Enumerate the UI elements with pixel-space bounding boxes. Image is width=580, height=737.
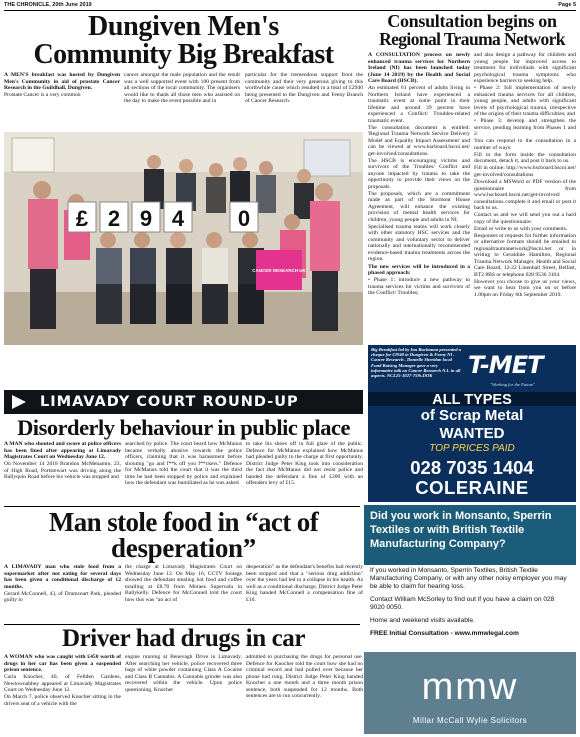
- consultation-para: • Phase 1: introduce a new pathway to trauma services for victims and survivors of the Conflict/ Troubles;: [368, 277, 470, 297]
- dungiven-col-3: particular for the tremendous support front the community and their very generous giving to this worthwhile cause which resulted in a total of £2940 being presented to the Dungiven and Feeny Branch of Cancer Research.: [245, 72, 363, 104]
- disorderly-para: On November 14 2018 Brandon McMenamin, 23, of High Road, Portstewart was driving along the Ballyquin Road before his vehicle was stopped and: [4, 461, 121, 481]
- consultation-para: An estimated 61 percent of adults living in Northern Ireland have experienced a traumatic event at some point in their lifetime and around 39 percent have experienced a Conflict/ Troubles-related traumatic event.: [368, 85, 470, 124]
- drugs-col-3: admitted to purchasing the drugs for personal use. Defence for Knocher told the court how she had no criminal record and had pulled over because her phone had rung. District Judge Peter King handed Knocher a one month and a three month prison sentence, both suspended for 12 months. Both sentences are to run concurrently.: [246, 654, 363, 699]
- food-headline-1: Man stole food in “act of: [48, 507, 319, 537]
- consultation-col-2: [474, 52, 576, 344]
- consultation-para: The consultation document is entitled: 'Regional Trauma Network Service Delivery Model and Equality Impact Assessment' and can be viewed at www.hscboard.hscni.net/ get-involved/consultations.: [368, 124, 470, 157]
- page-number: Page 5: [558, 2, 576, 8]
- dungiven-col-1: [4, 72, 120, 132]
- monsanto-headline: Did you work in Monsanto, Sperrin Textiles or with British Textile Manufacturing Company?: [364, 505, 576, 565]
- tmet-tagline: "Working for the Future": [490, 382, 536, 387]
- tmet-scrap-metal: of Scrap Metal: [420, 407, 524, 424]
- arrow-icon: [12, 395, 26, 409]
- disorderly-col-1: [4, 441, 121, 504]
- tmet-logo-text: T-MET: [468, 351, 543, 379]
- drugs-col-2: engine running at Benevagh Drive in Limavady. After searching her vehicle, police recovered three bags of white powder containing Class A Cocaine and Class B Cannabis. A Cannabis grinder was also recovered within the vehicle. Upon police questioning, Knocher: [125, 654, 242, 693]
- tmet-phone[interactable]: 028 7035 1404: [410, 457, 534, 478]
- drugs-lead: A WOMAN who was caught with £450 worth of drugs in her car has been given a suspended prison sentence.: [4, 654, 121, 673]
- cheque-digit: 4: [171, 206, 185, 231]
- food-col-3: desperation" as the defendant's benefits had recently been stopped and that a "serious drug addiction" over the years had led to a collapse in his health. As well as a conditional discharge, District Judge Peter King handed McConnell a compensation fine of £10.: [246, 564, 363, 603]
- cancer-research-banner-text: CANCER RESEARCH UK: [252, 268, 306, 273]
- tmet-logo: [464, 351, 572, 389]
- consultation-para: The HSCB is encouraging victims and survivors of the Troubles/ Conflict and anyone impacted by trauma to take the opportunity to provide their views on the proposals.: [368, 157, 470, 190]
- food-headline-2: desperation”: [111, 533, 256, 563]
- consultation-para: Fill in online: http://www.hscboard.hscni.net/ get-involved/consultations: [474, 165, 576, 178]
- mmw-logo: mmw: [421, 666, 519, 708]
- consultation-para: Contact us and we will send you out a hard copy of the questionnaire.: [474, 212, 576, 225]
- consultation-lead: A CONSULTATION process on newly enhanced trauma services for Northern Ireland (NI) has been launched today (June 14 2019) by the Health and Social Care Board (HSCB).: [368, 52, 470, 84]
- consultation-para: Download a MSWord or PDF version of the questionnaire from www.hscboard.hscni.net/get-involved/ consultations complete it and email or post it back to us.: [474, 179, 576, 212]
- tmet-top-prices: TOP PRICES PAID: [429, 443, 515, 454]
- disorderly-lead: A MAN who shouted and swore at police officers has been fined after appearing at Limavady Magistrates Court on Wednesday June 12.: [4, 441, 121, 460]
- tmet-all-types: ALL TYPES: [432, 392, 512, 408]
- dungiven-col-2: cancer amongst the male population and the result was a well supported event with 100 present from all sections of the local community. The organisers would like to thank all those men who assisted on the day to make the event possible and in: [124, 72, 240, 104]
- consultation-para: The proposals, which are a commitment made as part of the Stormont House Agreement, will enhance the existing provision of mental health services for children, young people and adults in NI.: [368, 190, 470, 223]
- dungiven-headline-1: Dungiven Men's: [87, 11, 280, 42]
- consultation-para: Responses or requests for further information or alternative formats should be emailed to regionaltraumanetwork@hscni.net or in writing to Geraldine Hamilton, Regional Trauma Network Manager, Health and Social Care Board, 12-22 Linenhall Street, Belfast, BT2 8BS or telephone 028 9536 3104.: [474, 232, 576, 278]
- cheque-digit: £: [75, 206, 89, 231]
- consultation-para: Specialised trauma teams will work closely with other statutory HSC services and the community and voluntary sector to deliver nationally and internationally recommended evidence-based trauma treatments across the region.: [368, 223, 470, 263]
- monsanto-website[interactable]: FREE Initial Consultation - www.mmwlegal.com: [370, 630, 519, 637]
- photo-caption-text: Big Breakfast led by Ian Buchanan presented a cheque for £2940 to Dungiven & Feeny NI . Cancer Research . Danielle Sheridan local Fund Raising Manager gave a very informative talk on Cancer Research N.I. in all aspects. NCL25-3027-759s.DOK: [371, 347, 461, 379]
- disorderly-headline: Disorderly behaviour in public place: [17, 415, 350, 440]
- cheque-presentation-photo: [4, 132, 363, 345]
- cheque-digit: 0: [237, 206, 251, 231]
- tmet-wanted: WANTED: [439, 425, 505, 442]
- drugs-para: Carla Knocher, 40, of Fellden Gardens, Newtownabbey appeared at Limavady Magistrates Court on Wednesday June 12.: [4, 674, 121, 694]
- mmw-logo-panel: [364, 652, 576, 734]
- tmet-advert[interactable]: [368, 345, 576, 502]
- consultation-para: • Phase 3: develop and strengthen the service, pending learning from Phases 1 and 2.: [474, 118, 576, 138]
- food-para: Gerard McConnell, 43, of Drumceart Park, pleaded guilty to: [4, 590, 121, 604]
- monsanto-para: If you worked in Monsanto, Sperrin Textiles, British Textile Manufacturing Company, or with any other noisy employer you may be able to claim for hearing loss.: [370, 567, 567, 590]
- mmw-firm-name: Millar McCall Wylie Solicitors: [412, 716, 528, 725]
- drugs-col-1: [4, 654, 121, 734]
- drugs-headline: Driver had drugs in car: [61, 625, 306, 652]
- limavady-banner-text: LIMAVADY COURT ROUND-UP: [40, 394, 299, 410]
- consultation-para: However you choose to give us your views, we want to hear from you on or before 1.00pm on Friday 6th September 2019.: [474, 278, 576, 298]
- consultation-para: Fill in the form inside the consultation document, detach it, and post it back to us.: [474, 151, 576, 165]
- disorderly-col-3: to take his shoes off in full glare of the public. Defence for McManus explained how McManus had pleaded guilty to the charge at first opportunity. District Judge Peter King took into consideration the fact that McManus did not resist police and handed the defendant a fine of £200 with an offenders levy of £15.: [246, 441, 363, 486]
- consultation-para: Email or write to us with your comments.: [474, 225, 568, 232]
- food-lead: A LIMAVADY man who stole food from a supermarket after not eating for several days has been given a conditional discharge of 12 months.: [4, 564, 121, 590]
- monsanto-body: [364, 567, 576, 643]
- tmet-town: COLERAINE: [415, 477, 529, 498]
- monsanto-para: Contact William McSorley to find out if you have a claim on 028 9020 0050.: [370, 596, 555, 611]
- consultation-para: You can respond to the consultation in a number of ways:: [474, 138, 576, 151]
- food-col-2: the charge at Limavady Magistrates Court on Wednesday June 12. On May 16, CCTV footage showed the defendant stealing hot food and coffee totalling at £8.70 from Moraes Supervalu in Ballykelly. Defence for McConnell told the court how this was "an act of: [125, 564, 242, 603]
- drugs-para: On March 7, police observed Knocher sitting in the drivers seat of a vehicle with the: [4, 694, 121, 707]
- limavady-court-banner: [4, 390, 363, 414]
- consultation-subhead: The new services will be introduced in a phased approach:: [368, 263, 470, 277]
- dungiven-para: Prostate Cancer is a very common: [4, 92, 81, 99]
- consultation-col-1: [368, 52, 470, 344]
- monsanto-para: Home and weekend visits available.: [370, 617, 475, 624]
- dungiven-lead: A MEN'S breakfast was hosted by Dungiven Men's Community in aid of prostate Cancer Research in the Guildhall, Dungiven.: [4, 72, 120, 91]
- cheque-digit: 2: [107, 206, 121, 231]
- consultation-para: and also design a pathway for children and young people for improved access to treatment for individuals with significant psychological trauma symptoms who experience barriers to seeking help.: [474, 52, 576, 84]
- food-col-1: [4, 564, 121, 622]
- dungiven-headline-2: Community Big Breakfast: [33, 39, 334, 70]
- consultation-headline-2: Regional Trauma Network: [379, 29, 565, 49]
- monsanto-advert[interactable]: [364, 505, 576, 650]
- disorderly-col-2: searched by police. The court heard how McManus became verbally abusive towards the police officers, claiming that it was harassment before shouting "go and f**k off you f**ckers." Defence for McManus told the court that it was the third time he had been stopped by police and explained how the defendant was humiliated as he was asked: [125, 441, 242, 486]
- consultation-para: • Phase 2: full implementation of newly enhanced trauma services for all children, young people, and adults with significant levels of psychological trauma, irrespective of the origins of their trauma difficulties; and: [474, 85, 576, 118]
- cheque-digit: 9: [139, 206, 153, 231]
- masthead-date: THE CHRONICLE, 20th June 2019: [4, 2, 92, 8]
- group-photo-illustration: [4, 132, 363, 345]
- consultation-headline-1: Consultation begins on: [387, 11, 557, 31]
